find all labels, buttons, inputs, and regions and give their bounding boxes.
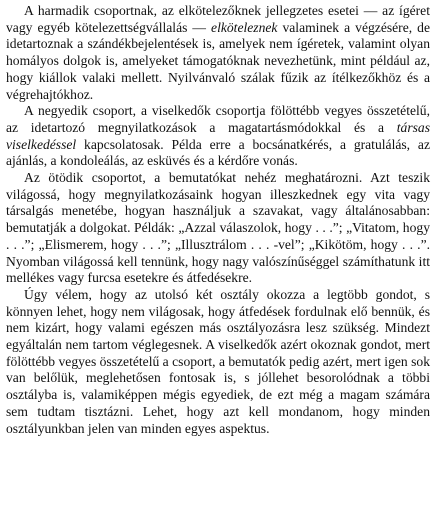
italic-term-tarsas-viselkedessel: társas viselkedéssel (6, 119, 430, 152)
paragraph-text: A negyedik csoport, a viselkedők csoportja fölöttébb vegyes összetételű, az idetartozó megnyilatkozások a magatartásmódokkal és a (6, 103, 430, 135)
paragraph-text: kapcsolatosak. Példa erre a bocsánatkérés, a gratulálás, az ajánlás, a kondoleálás, az esküvés és a kérdőre vonás. (6, 136, 430, 169)
paragraph-bemutatok (6, 170, 430, 287)
paragraph-text: A harmadik csoportnak, az elkötelezőknek jellegzetes esetei — az ígéret vagy egyéb kötelezettségvállalás — (6, 3, 430, 35)
paragraph-viselkedok (6, 103, 430, 170)
paragraph-text: Úgy vélem, hogy az utolsó két osztály okozza a legtöbb gondot, s könnyen lehet, hogy nem világosak, hogy átfedések fordulnak elő bennük, és nem kizárt, hogy valami egészen más osztályozásra lesz szükség. Mindezt egyáltalán nem tartom véglegesnek. A viselkedők azért okoznak gondot, mert fölöttébb vegyes összetételű a csoport, a bemutatók pedig azért, mert igen sok van belőlük, meglehetősen fontosak is, s jóllehet besorolódnak a többi osztályba is, valamiképpen mégis egyediek, de ezt még a magam számára sem tudtam tisztázni. Lehet, hogy azt kell mondanom, hogy minden osztályunkban jelen van minden egyes aspektus. (6, 286, 430, 436)
paragraph-elkotelezok (6, 3, 430, 103)
paragraph-text: Az ötödik csoportot, a bemutatókat nehéz meghatározni. Azt teszik világossá, hogy megnyilatkozásaink hogyan illeszkednek egy vita vagy társalgás menetébe, hogyan használjuk a szavakat, vagy általánosabban: bemutatják a dolgokat. Példák: „Azzal válaszolok, hogy . . .”; „Vitatom, hogy . . .”; „Elismerem, hogy . . .”; „Illusztrálom . . . -vel”; „Kikötöm, hogy . . .”. Nyomban világossá kell tennünk, hogy nagy valószínűséggel számíthatunk itt mellékes vagy furcsa esetekre és átfedésekre. (6, 170, 430, 286)
italic-term-elkoteleznek: elköteleznek (211, 19, 278, 35)
paragraph-osztalyok-gondjai (6, 287, 430, 437)
paragraph-text: valaminek a végzésére, de idetartoznak a szándékbejelentések is, amelyek nem ígéretek, valamint olyan homályos dolgok is, amelyeket támogatóknak nevezhetünk, mint például az, hogy kiállok valaki mellett. Nyilvánvaló szálak fűzik az ítélkezőkhöz és a végrehajtókhoz. (6, 19, 430, 102)
